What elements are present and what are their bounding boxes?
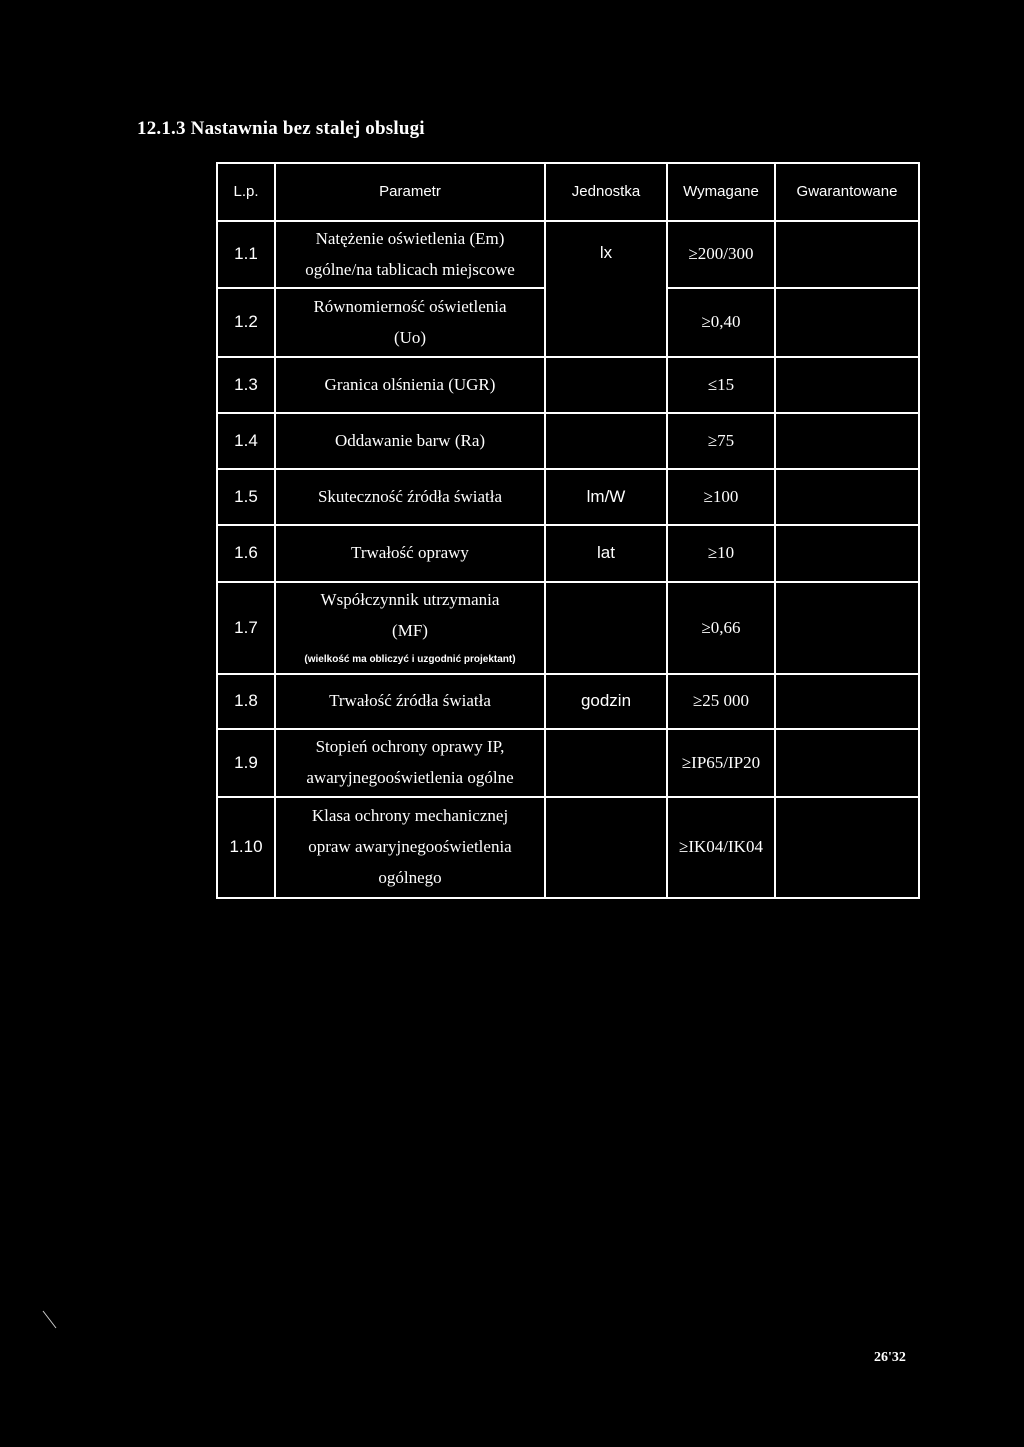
row-required: ≥75 xyxy=(667,413,775,469)
row-guaranteed xyxy=(775,729,919,797)
row-param xyxy=(275,221,545,288)
row-required: ≥200/300 xyxy=(667,221,775,288)
param-line: (Uo) xyxy=(393,327,427,347)
row-unit: lx xyxy=(545,221,667,357)
param-line: Natężenie oświetlenia (Em) xyxy=(315,228,505,248)
param-line: ogólnego xyxy=(378,867,442,887)
scan-artifact xyxy=(42,1310,58,1330)
row-lp: 1.1 xyxy=(217,221,275,288)
param-line: (MF) xyxy=(392,621,428,641)
row-required: ≥IP65/IP20 xyxy=(667,729,775,797)
table-row xyxy=(217,221,919,288)
row-guaranteed xyxy=(775,582,919,674)
row-unit: lat xyxy=(545,525,667,582)
row-lp: 1.8 xyxy=(217,674,275,729)
row-param: Granica olśnienia (UGR) xyxy=(275,357,545,413)
table-row xyxy=(217,797,919,898)
page-number: 26'32 xyxy=(874,1350,906,1365)
row-param xyxy=(275,288,545,357)
row-required: ≥100 xyxy=(667,469,775,525)
row-unit: lm/W xyxy=(545,469,667,525)
param-line: awaryjnegooświetlenia ogólne xyxy=(306,768,514,787)
param-line: opraw awaryjnegooświetlenia xyxy=(308,837,512,857)
param-line: Stopień ochrony oprawy IP, xyxy=(315,737,505,757)
row-guaranteed xyxy=(775,469,919,525)
param-line: Współczynnik utrzymania xyxy=(320,590,500,610)
row-required: ≥10 xyxy=(667,525,775,582)
row-unit xyxy=(545,797,667,898)
row-required: ≥0,40 xyxy=(667,288,775,357)
header-gwarantowane: Gwarantowane xyxy=(775,163,919,221)
row-lp: 1.3 xyxy=(217,357,275,413)
row-required: ≥IK04/IK04 xyxy=(667,797,775,898)
row-required: ≤15 xyxy=(667,357,775,413)
table-header-row xyxy=(217,163,919,221)
header-jednostka: Jednostka xyxy=(545,163,667,221)
row-unit xyxy=(545,413,667,469)
row-required: ≥0,66 xyxy=(667,582,775,674)
row-lp: 1.9 xyxy=(217,729,275,797)
table-row xyxy=(217,729,919,797)
header-parametr: Parametr xyxy=(275,163,545,221)
row-param: Trwałość źródła światła xyxy=(275,674,545,729)
table-row xyxy=(217,674,919,729)
row-lp: 1.5 xyxy=(217,469,275,525)
row-param xyxy=(275,797,545,898)
row-guaranteed xyxy=(775,413,919,469)
row-guaranteed xyxy=(775,674,919,729)
row-param: Skuteczność źródła światła xyxy=(275,469,545,525)
table-row xyxy=(217,469,919,525)
param-line: ogólne/na tablicach miejscowe xyxy=(305,259,515,279)
section-heading: 12.1.3 Nastawnia bez stalej obslugi xyxy=(137,118,425,139)
row-lp: 1.7 xyxy=(217,582,275,674)
row-unit xyxy=(545,357,667,413)
row-unit xyxy=(545,729,667,797)
row-param: Trwałość oprawy xyxy=(275,525,545,582)
table-row xyxy=(217,413,919,469)
row-guaranteed xyxy=(775,221,919,288)
row-lp: 1.4 xyxy=(217,413,275,469)
row-param: Oddawanie barw (Ra) xyxy=(275,413,545,469)
row-param xyxy=(275,729,545,797)
table-row xyxy=(217,357,919,413)
param-line: Równomierność oświetlenia xyxy=(313,296,507,316)
header-lp: L.p. xyxy=(217,163,275,221)
row-required: ≥25 000 xyxy=(667,674,775,729)
row-guaranteed xyxy=(775,797,919,898)
table-row xyxy=(217,525,919,582)
row-guaranteed xyxy=(775,288,919,357)
row-lp: 1.10 xyxy=(217,797,275,898)
row-unit: godzin xyxy=(545,674,667,729)
parameters-table xyxy=(216,162,920,899)
param-line: Klasa ochrony mechanicznej xyxy=(311,806,509,826)
row-unit xyxy=(545,582,667,674)
row-guaranteed xyxy=(775,357,919,413)
row-guaranteed xyxy=(775,525,919,582)
row-param xyxy=(275,582,545,674)
table-row xyxy=(217,582,919,674)
param-note: (wielkość ma obliczyć i uzgodnić projektant) xyxy=(304,654,516,666)
header-wymagane: Wymagane xyxy=(667,163,775,221)
row-lp: 1.6 xyxy=(217,525,275,582)
row-lp: 1.2 xyxy=(217,288,275,357)
